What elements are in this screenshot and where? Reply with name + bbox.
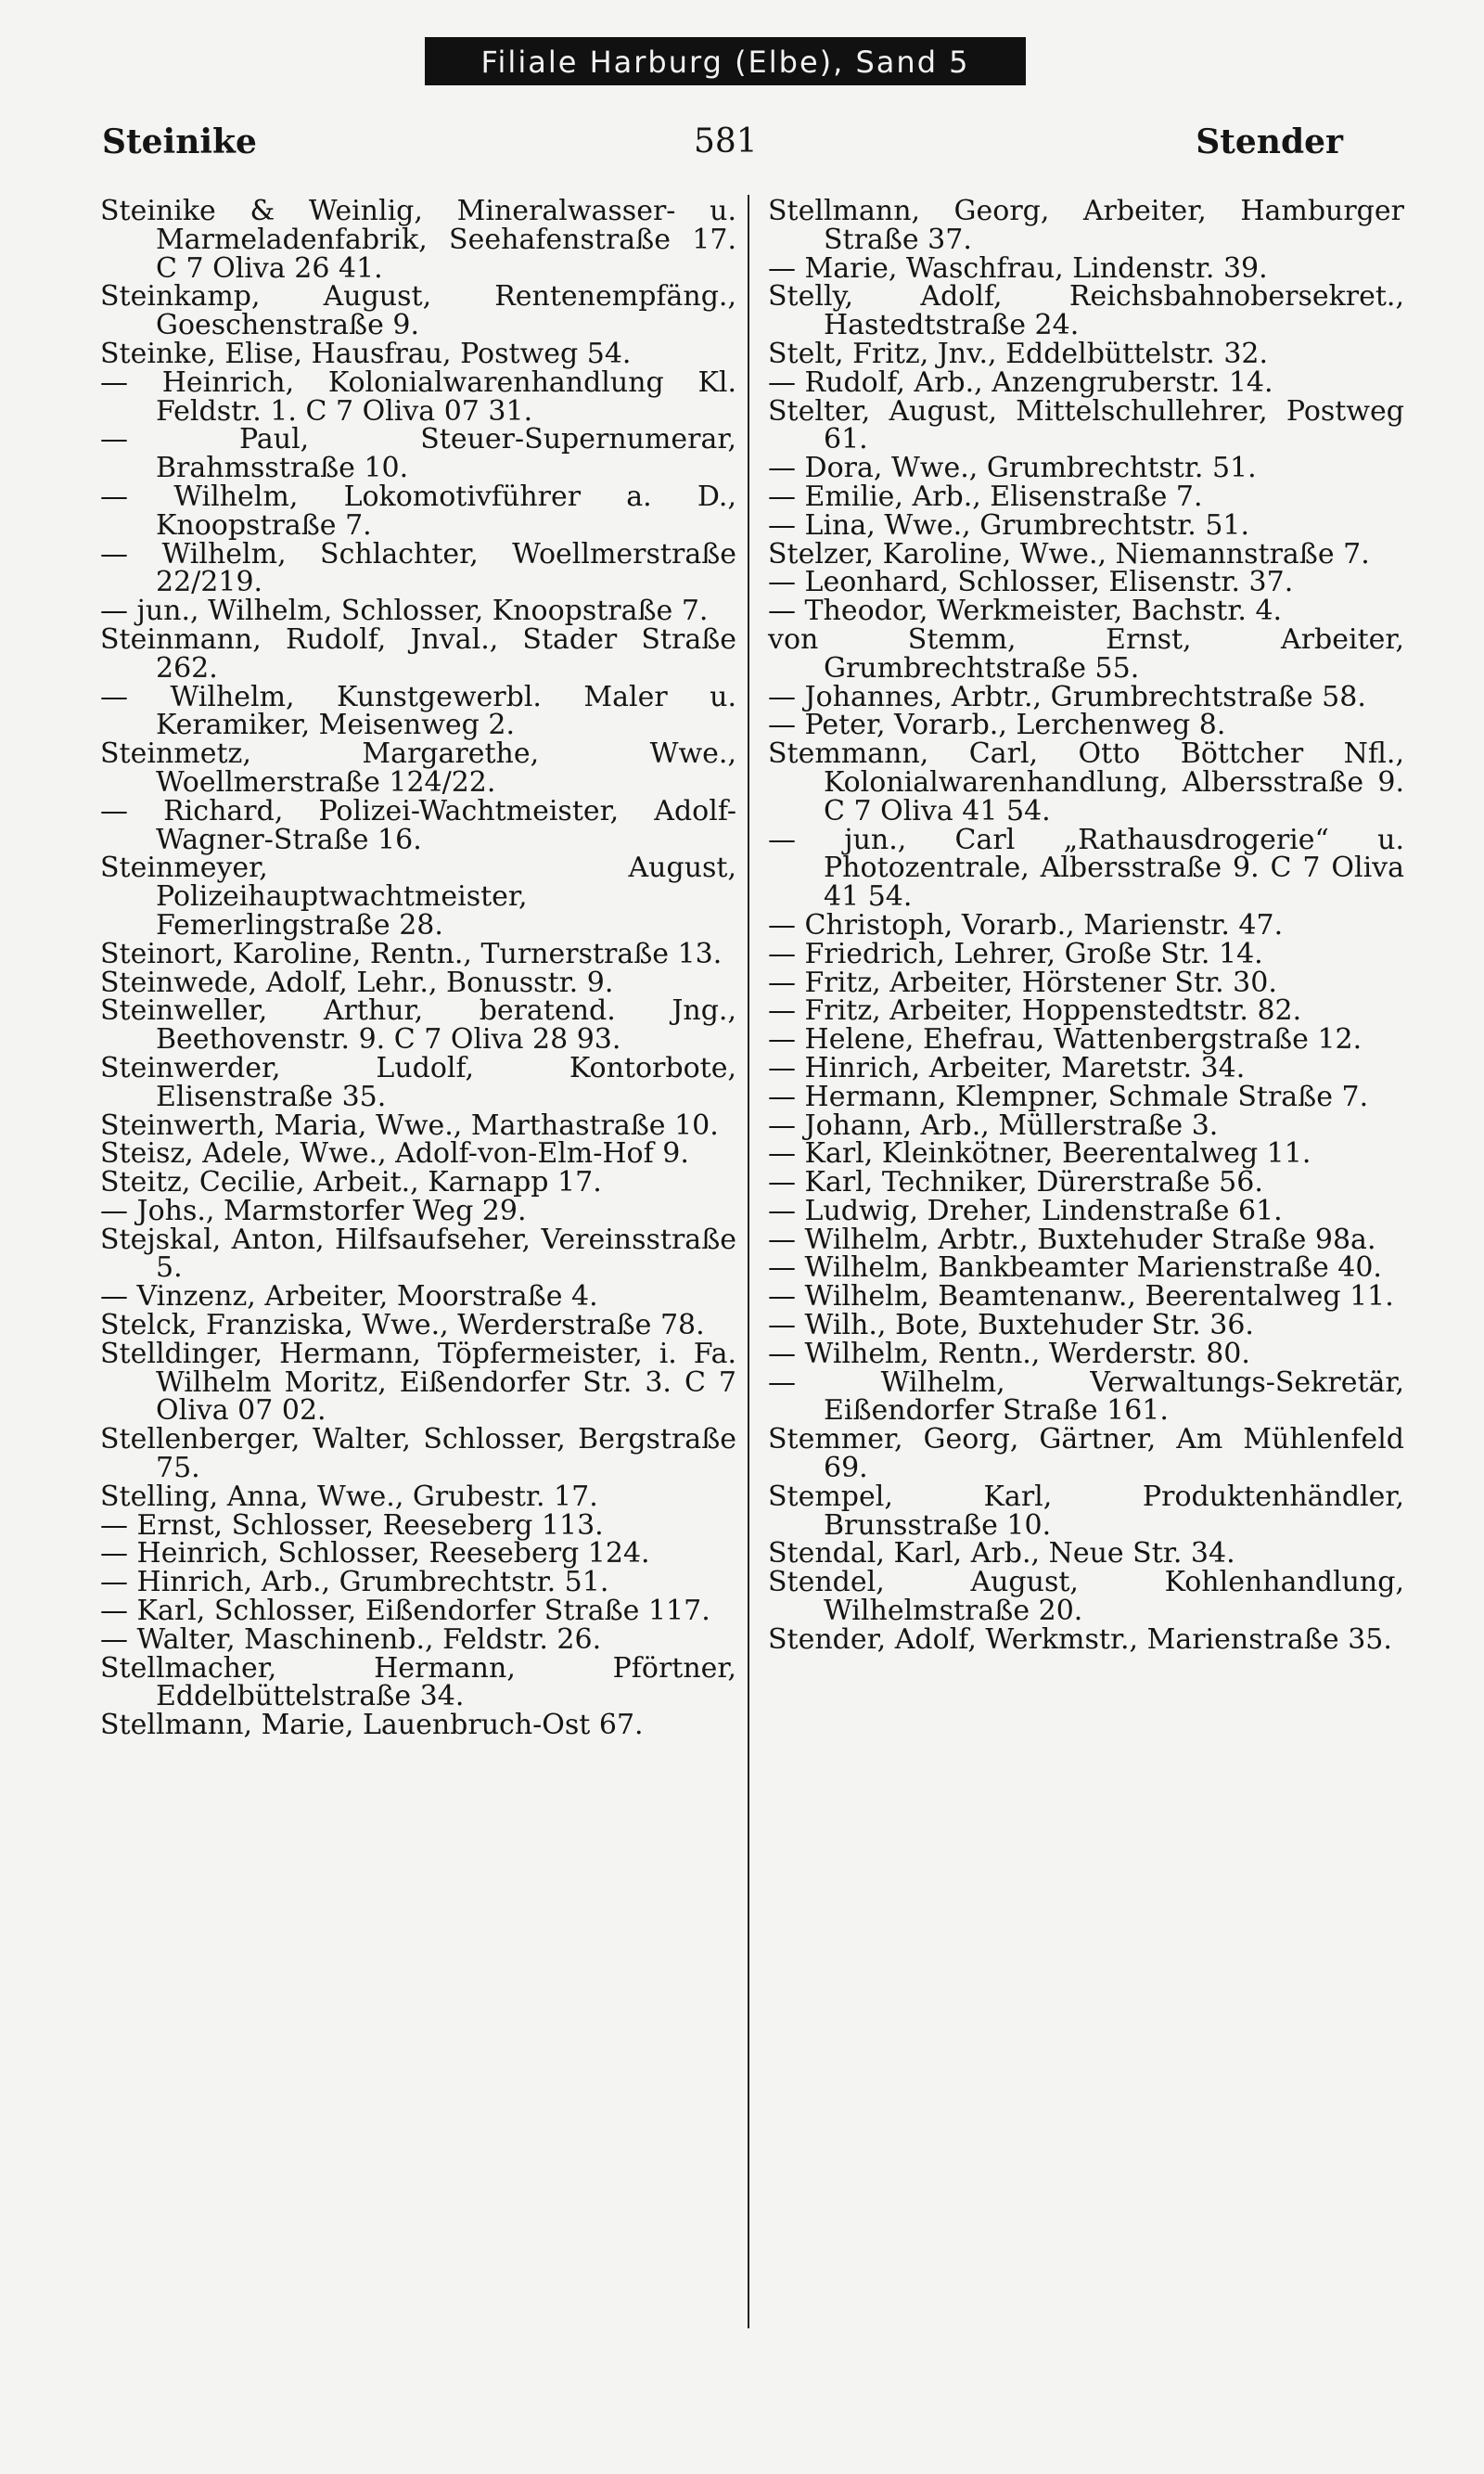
directory-entry: — Hermann, Klempner, Schmale Straße 7. <box>768 1080 1369 1113</box>
directory-entry: — Wilhelm, Lokomotivführer a. D., Knoopstraße 7. <box>100 480 736 542</box>
directory-entry: Stendal, Karl, Arb., Neue Str. 34. <box>768 1537 1235 1570</box>
directory-entry: — Wilhelm, Kunstgewerbl. Maler u. Keramiker, Meisenweg 2. <box>100 680 736 742</box>
directory-entry: Stelter, August, Mittelschullehrer, Postweg 61. <box>768 394 1404 456</box>
directory-entry: — Wilhelm, Bankbeamter Marienstraße 40. <box>768 1251 1382 1285</box>
directory-entry: Steinwerth, Maria, Wwe., Marthastraße 10. <box>100 1109 719 1142</box>
directory-entry: Stelck, Franziska, Wwe., Werderstraße 78. <box>100 1309 705 1342</box>
directory-entry: Steinwede, Adolf, Lehr., Bonusstr. 9. <box>100 966 614 999</box>
directory-entry: Stender, Adolf, Werkmstr., Marienstraße 35. <box>768 1622 1392 1656</box>
directory-entry: — Fritz, Arbeiter, Hörstener Str. 30. <box>768 966 1277 999</box>
directory-entry: Stelt, Fritz, Jnv., Eddelbüttelstr. 32. <box>768 337 1269 370</box>
directory-entry: — Vinzenz, Arbeiter, Moorstraße 4. <box>100 1280 598 1314</box>
directory-entry: — Christoph, Vorarb., Marienstr. 47. <box>768 908 1284 942</box>
directory-entry: — Wilhelm, Rentn., Werderstr. 80. <box>768 1337 1250 1370</box>
running-head-first-entry: Steinike <box>102 122 257 161</box>
directory-entry: — Emilie, Arb., Elisenstraße 7. <box>768 480 1203 513</box>
directory-entry: Stejskal, Anton, Hilfsaufseher, Vereinsstraße 5. <box>100 1223 736 1285</box>
directory-entry: Stelling, Anna, Wwe., Grubestr. 17. <box>100 1480 598 1513</box>
directory-entry: — Ludwig, Dreher, Lindenstraße 61. <box>768 1194 1283 1227</box>
directory-entry: Steitz, Cecilie, Arbeit., Karnapp 17. <box>100 1166 602 1199</box>
directory-entry: Stellenberger, Walter, Schlosser, Bergstraße 75. <box>100 1423 736 1485</box>
directory-entry: — Heinrich, Kolonialwarenhandlung Kl. Feldstr. 1. C 7 Oliva 07 31. <box>100 365 736 428</box>
directory-column-right <box>768 195 1404 1656</box>
directory-entry: — Wilhelm, Beamtenanw., Beerentalweg 11. <box>768 1280 1394 1314</box>
directory-entry: — Friedrich, Lehrer, Große Str. 14. <box>768 937 1263 970</box>
directory-entry: — Johannes, Arbtr., Grumbrechtstraße 58. <box>768 680 1366 713</box>
column-divider <box>748 195 749 2328</box>
page-number: 581 <box>694 122 758 160</box>
directory-entry: — Johs., Marmstorfer Weg 29. <box>100 1194 527 1227</box>
directory-entry: Stendel, August, Kohlenhandlung, Wilhelmstraße 20. <box>768 1566 1404 1628</box>
directory-entry: Stelly, Adolf, Reichsbahnobersekret., Hastedtstraße 24. <box>768 280 1404 342</box>
directory-entry: — Walter, Maschinenb., Feldstr. 26. <box>100 1622 602 1656</box>
directory-entry: — Lina, Wwe., Grumbrechtstr. 51. <box>768 508 1250 542</box>
directory-entry: — Rudolf, Arb., Anzengruberstr. 14. <box>768 365 1273 399</box>
directory-entry: — Paul, Steuer-Supernumerar, Brahmsstraße 10. <box>100 423 736 485</box>
directory-entry: — Dora, Wwe., Grumbrechtstr. 51. <box>768 452 1257 485</box>
directory-entry: — Karl, Kleinkötner, Beerentalweg 11. <box>768 1137 1311 1171</box>
directory-entry: — jun., Wilhelm, Schlosser, Knoopstraße 7. <box>100 595 709 628</box>
directory-column-left <box>100 195 736 1742</box>
directory-entry: Steisz, Adele, Wwe., Adolf-von-Elm-Hof 9. <box>100 1137 689 1171</box>
directory-entry: — Wilhelm, Schlachter, Woellmerstraße 22/219. <box>100 537 736 599</box>
directory-entry: Steinweller, Arthur, beratend. Jng., Beethovenstr. 9. C 7 Oliva 28 93. <box>100 994 736 1057</box>
directory-entry: — Helene, Ehefrau, Wattenbergstraße 12. <box>768 1023 1362 1057</box>
directory-entry: — Ernst, Schlosser, Reeseberg 113. <box>100 1508 604 1542</box>
directory-entry: Steinwerder, Ludolf, Kontorbote, Elisenstraße 35. <box>100 1051 736 1113</box>
directory-entry: — Theodor, Werkmeister, Bachstr. 4. <box>768 595 1283 628</box>
directory-entry: Steinmetz, Margarethe, Wwe., Woellmerstraße 124/22. <box>100 737 736 799</box>
directory-entry: — jun., Carl „Rathausdrogerie“ u. Photozentrale, Albersstraße 9. C 7 Oliva 41 54. <box>768 823 1404 914</box>
directory-entry: — Richard, Polizei-Wachtmeister, Adolf-Wagner-Straße 16. <box>100 794 736 856</box>
directory-entry: — Leonhard, Schlosser, Elisenstr. 37. <box>768 566 1294 599</box>
directory-entry: Stemmann, Carl, Otto Böttcher Nfl., Kolonialwarenhandlung, Albersstraße 9. C 7 Oliva 41 54. <box>768 737 1404 827</box>
directory-entry: — Wilh., Bote, Buxtehuder Str. 36. <box>768 1309 1254 1342</box>
directory-entry: Stellmacher, Hermann, Pförtner, Eddelbüttelstraße 34. <box>100 1651 736 1713</box>
directory-entry: — Wilhelm, Arbtr., Buxtehuder Straße 98a. <box>768 1223 1376 1256</box>
directory-entry: Steinmeyer, August, Polizeihauptwachtmeister, Femerlingstraße 28. <box>100 852 736 942</box>
directory-entry: — Karl, Schlosser, Eißendorfer Straße 117. <box>100 1595 710 1628</box>
directory-entry: Stelzer, Karoline, Wwe., Niemannstraße 7. <box>768 537 1370 570</box>
directory-entry: Steinike & Weinlig, Mineralwasser- u. Marmeladenfabrik, Seehafenstraße 17. C 7 Oliva 26 41. <box>100 195 736 285</box>
running-head-last-entry: Stender <box>1196 122 1343 161</box>
directory-entry: Stelldinger, Hermann, Töpfermeister, i. Fa. Wilhelm Moritz, Eißendorfer Str. 3. C 7 Oliva 07 02. <box>100 1337 736 1428</box>
directory-entry: — Hinrich, Arbeiter, Maretstr. 34. <box>768 1051 1246 1084</box>
branch-banner: Filiale Harburg (Elbe), Sand 5 <box>425 37 1026 85</box>
directory-entry: Steinmann, Rudolf, Jnval., Stader Straße 262. <box>100 622 736 685</box>
directory-entry: — Hinrich, Arb., Grumbrechtstr. 51. <box>100 1566 609 1599</box>
directory-entry: — Karl, Techniker, Dürerstraße 56. <box>768 1166 1263 1199</box>
directory-entry: — Peter, Vorarb., Lerchenweg 8. <box>768 709 1226 742</box>
directory-entry: — Fritz, Arbeiter, Hoppenstedtstr. 82. <box>768 994 1302 1028</box>
directory-entry: Steinort, Karoline, Rentn., Turnerstraße 13. <box>100 937 723 970</box>
directory-entry: Steinkamp, August, Rentenempfäng., Goeschenstraße 9. <box>100 280 736 342</box>
directory-entry: — Heinrich, Schlosser, Reeseberg 124. <box>100 1537 650 1570</box>
directory-entry: — Johann, Arb., Müllerstraße 3. <box>768 1109 1219 1142</box>
directory-entry: Stemmer, Georg, Gärtner, Am Mühlenfeld 69. <box>768 1423 1404 1485</box>
directory-entry: Stellmann, Georg, Arbeiter, Hamburger Straße 37. <box>768 195 1404 256</box>
directory-entry: — Wilhelm, Verwaltungs-Sekretär, Eißendorfer Straße 161. <box>768 1365 1404 1428</box>
directory-entry: Stempel, Karl, Produktenhändler, Brunsstraße 10. <box>768 1480 1404 1542</box>
directory-entry: von Stemm, Ernst, Arbeiter, Grumbrechtstraße 55. <box>768 622 1404 685</box>
directory-entry: Stellmann, Marie, Lauenbruch-Ost 67. <box>100 1709 644 1742</box>
directory-entry: — Marie, Waschfrau, Lindenstr. 39. <box>768 251 1268 285</box>
directory-entry: Steinke, Elise, Hausfrau, Postweg 54. <box>100 337 632 370</box>
